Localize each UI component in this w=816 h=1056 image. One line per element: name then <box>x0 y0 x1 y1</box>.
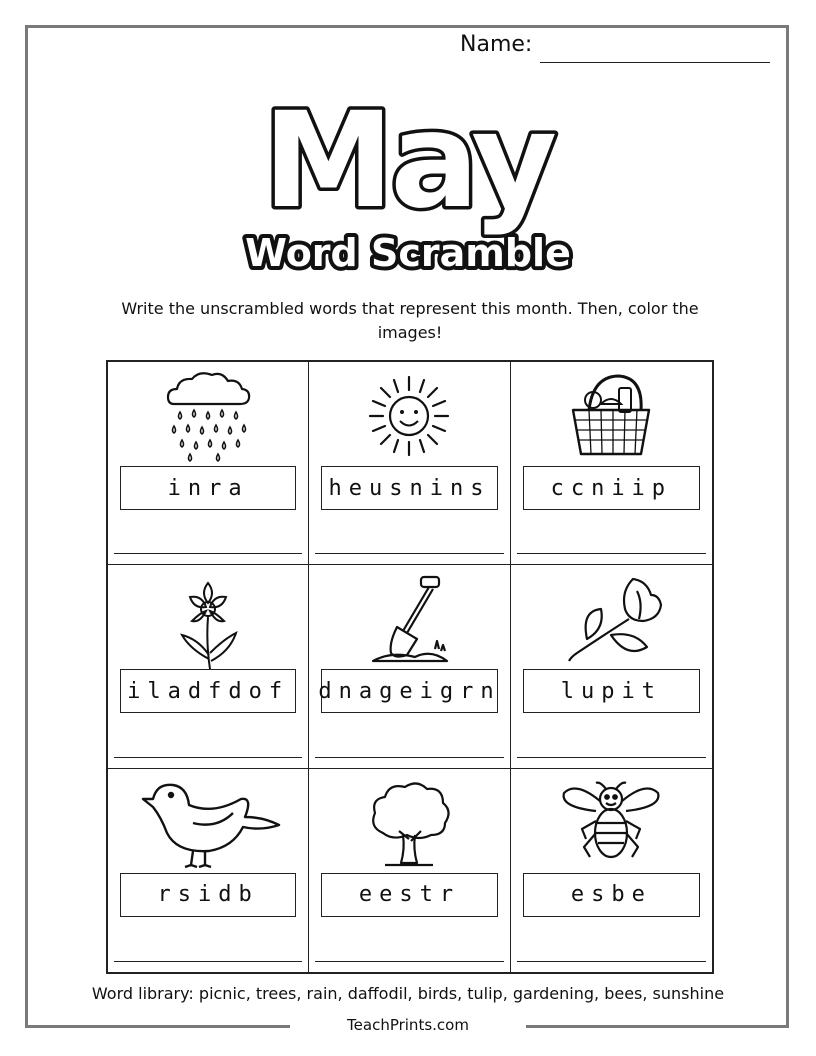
scrambled-word: dnageigrn <box>321 669 497 713</box>
tulip-icon <box>547 573 675 669</box>
puzzle-cell <box>309 362 510 565</box>
scrambled-word: rsidb <box>120 873 296 917</box>
scrambled-word: eestr <box>321 873 497 917</box>
picnic-basket-icon <box>563 370 659 462</box>
scrambled-word: iladfdof <box>120 669 296 713</box>
name-label: Name: <box>460 32 533 57</box>
scrambled-word: esbe <box>523 873 700 917</box>
scrambled-word: lupit <box>523 669 700 713</box>
scrambled-word: ccniip <box>523 466 700 510</box>
answer-line[interactable] <box>114 961 302 962</box>
rain-cloud-icon <box>160 370 256 462</box>
shovel-icon <box>361 573 457 669</box>
answer-line[interactable] <box>315 961 503 962</box>
scrambled-word: inra <box>120 466 296 510</box>
answer-line[interactable] <box>517 553 706 554</box>
scrambled-word: heusnins <box>321 466 497 510</box>
puzzle-cell <box>309 769 510 972</box>
daffodil-icon <box>160 573 256 673</box>
puzzle-cell <box>511 565 712 768</box>
puzzle-cell <box>511 362 712 565</box>
answer-line[interactable] <box>315 553 503 554</box>
bird-icon <box>133 777 283 873</box>
title-main: May <box>262 84 554 238</box>
title-sub: Word Scramble <box>245 231 571 275</box>
sun-icon <box>361 370 457 462</box>
puzzle-cell <box>309 565 510 768</box>
answer-line[interactable] <box>315 757 503 758</box>
footer-site: TeachPrints.com <box>347 1016 469 1034</box>
title-graphic <box>210 78 606 278</box>
puzzle-grid <box>106 360 714 974</box>
answer-line[interactable] <box>517 757 706 758</box>
puzzle-cell <box>108 565 309 768</box>
answer-line[interactable] <box>114 553 302 554</box>
answer-line[interactable] <box>517 961 706 962</box>
word-library: Word library: picnic, trees, rain, daffodil, birds, tulip, gardening, bees, sunshine <box>91 984 725 1003</box>
puzzle-cell <box>108 362 309 565</box>
tree-icon <box>361 777 457 873</box>
instructions: Write the unscrambled words that represent this month. Then, color the images! <box>121 299 699 342</box>
answer-line[interactable] <box>114 757 302 758</box>
puzzle-cell <box>108 769 309 972</box>
name-field[interactable] <box>540 62 770 63</box>
bee-icon <box>556 777 666 873</box>
puzzle-cell <box>511 769 712 972</box>
